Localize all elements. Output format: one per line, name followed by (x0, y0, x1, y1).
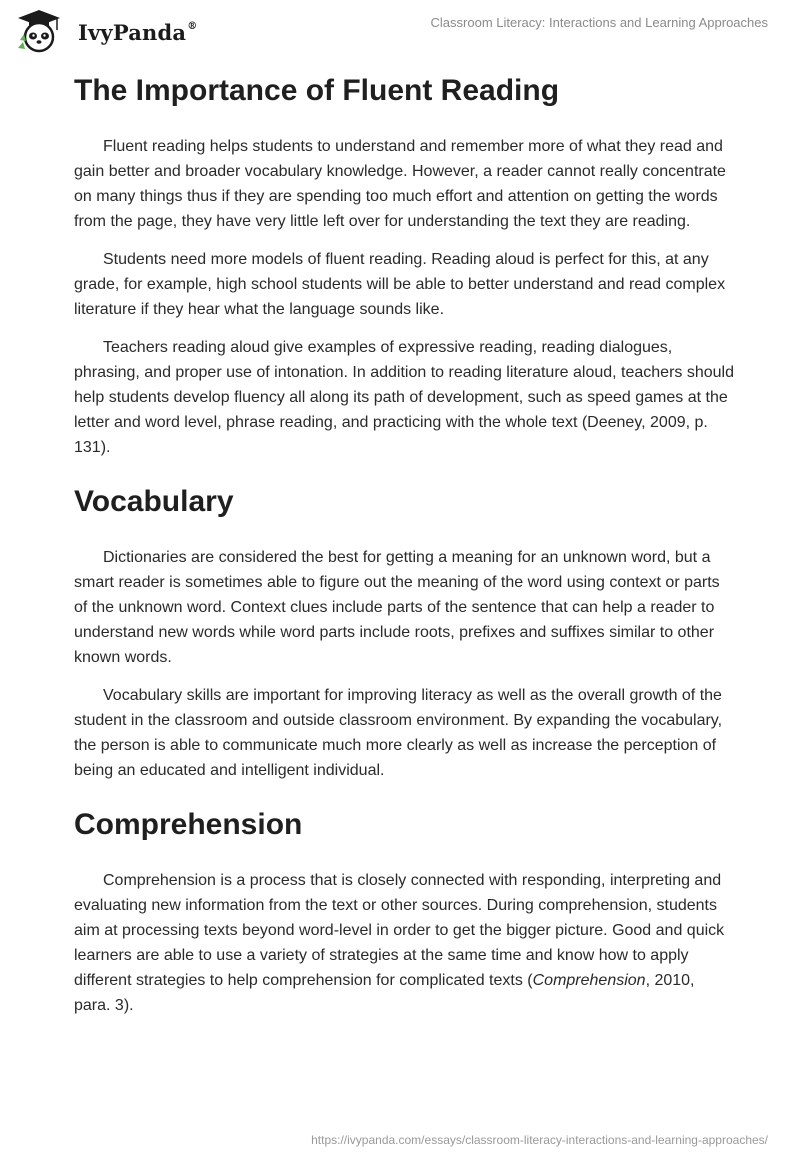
page-header (0, 0, 800, 60)
section-heading: Vocabulary (74, 485, 234, 518)
paragraph (74, 868, 734, 1018)
section-vocabulary (74, 481, 734, 783)
paragraph: Teachers reading aloud give examples of expressive reading, reading dialogues, phrasing, and proper use of intonation. In addition to reading literature aloud, teachers should help students develop fluency all along its path of development, such as speed games at the letter and word level, phrase reading, and practicing with the whole text (Deeney, 2009, p. 131). (74, 339, 734, 456)
section-comprehension (74, 804, 734, 1018)
source-url[interactable]: https://ivypanda.com/essays/classroom-literacy-interactions-and-learning-approaches/ (311, 1133, 768, 1147)
ivypanda-logo[interactable] (14, 8, 214, 54)
citation-title: Comprehension (532, 972, 646, 989)
paragraph: Vocabulary skills are important for improving literacy as well as the overall growth of the student in the classroom and outside classroom environment. By expanding the vocabulary, the person is able to communicate much more clearly as well as increase the perception of being an educated and intelligent individual. (74, 687, 723, 779)
paragraph: Students need more models of fluent reading. Reading aloud is perfect for this, at any grade, for example, high school students will be able to better understand and read complex literature if they hear what the language sounds like. (74, 251, 726, 318)
section-heading: The Importance of Fluent Reading (74, 74, 560, 107)
essay-content (74, 70, 734, 1031)
paragraph: Fluent reading helps students to understand and remember more of what they read and gain better and broader vocabulary knowledge. However, a reader cannot really concentrate on many things thus if they are spending too much effort and attention on getting the words from the page, they have very little left over for understanding the text they are reading. (74, 138, 726, 230)
paragraph: Dictionaries are considered the best for getting a meaning for an unknown word, but a smart reader is sometimes able to figure out the meaning of the word using context or parts of the unknown word. Context clues include parts of the sentence that can help a reader to understand new words while word parts include roots, prefixes and suffixes similar to other known words. (74, 549, 720, 666)
brand-name: IvyPanda® (78, 20, 198, 45)
panda-logo-icon (14, 8, 64, 54)
document-title: Classroom Literacy: Interactions and Learning Approaches (430, 15, 768, 30)
paragraph-text: Comprehension is a process that is closely connected with responding, interpreting and evaluating new information from the text or other sources. During comprehension, students aim at processing texts beyond word-level in order to get the bigger picture. Good and quick learners are able to use a variety of strategies at the same time and know how to apply different strategies to help comprehension for complicated texts ( (74, 872, 725, 989)
citation-details: , 2010, para. 3). (74, 972, 695, 1014)
section-fluent-reading (74, 70, 734, 460)
section-heading: Comprehension (74, 808, 303, 841)
